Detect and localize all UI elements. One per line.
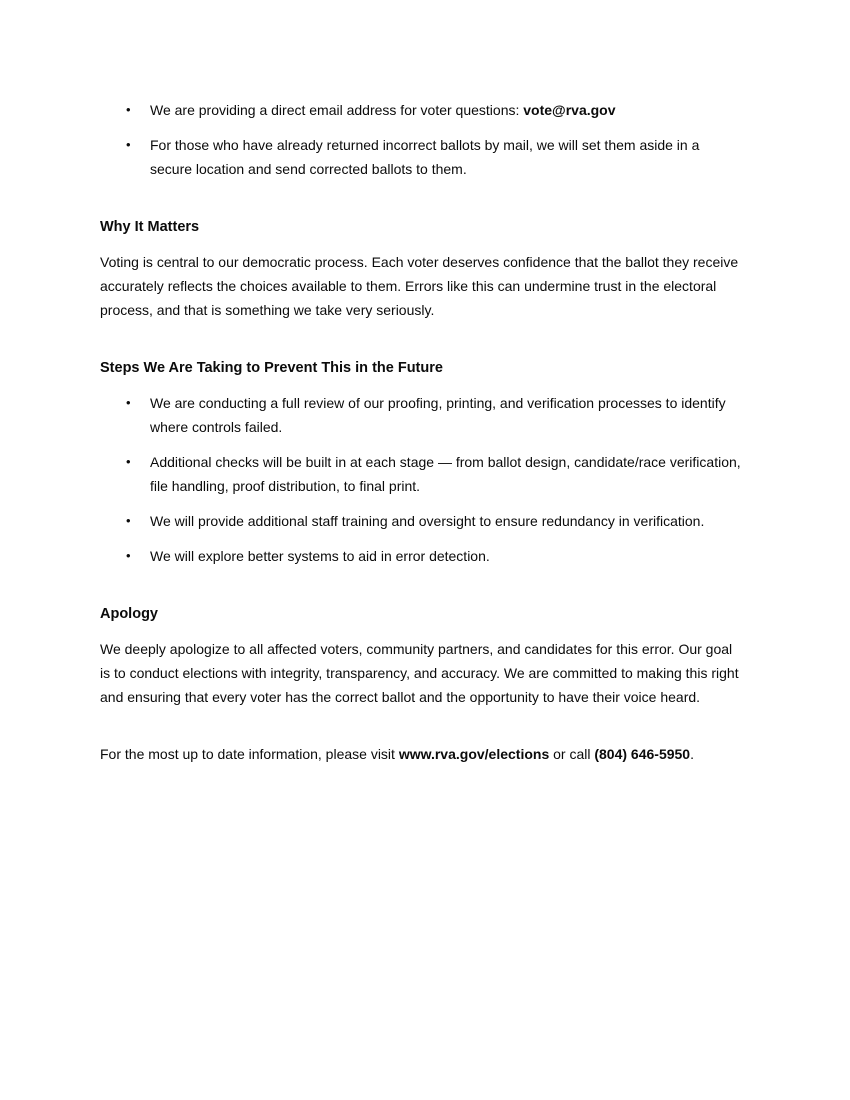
bullet-icon: •: [126, 137, 131, 152]
bullet-icon: •: [126, 454, 131, 469]
contact-info-text: or call: [549, 746, 595, 762]
bullet-icon: •: [126, 548, 131, 563]
bullet-text: We are conducting a full review of our proofing, printing, and verification processes to identify where controls failed.: [150, 395, 726, 435]
elections-url-text: www.rva.gov/elections: [398, 746, 550, 762]
prevention-bullet-list: [100, 391, 742, 568]
section-heading-why-it-matters: Why It Matters: [100, 219, 200, 235]
list-item: [100, 133, 742, 181]
list-item: [100, 544, 742, 568]
list-item: [100, 509, 742, 533]
bullet-text: We are providing a direct email address for voter questions:: [150, 102, 524, 118]
contact-info-line: [100, 742, 742, 766]
bullet-icon: •: [126, 395, 131, 410]
bullet-icon: •: [126, 513, 131, 528]
contact-info-text: .: [690, 746, 694, 762]
section-heading-prevention-steps: Steps We Are Taking to Prevent This in the Future: [100, 360, 443, 376]
list-item: [100, 98, 742, 122]
list-item: [100, 450, 742, 498]
bullet-text: We will explore better systems to aid in error detection.: [150, 548, 490, 564]
update-bullet-list: [100, 98, 742, 181]
document-content: [100, 98, 742, 766]
voter-email-text: vote@rva.gov: [523, 102, 616, 118]
section-heading-apology: Apology: [100, 606, 158, 622]
apology-paragraph: We deeply apologize to all affected voters, community partners, and candidates for this error. Our goal is to conduct elections with integrity, transparency, and accuracy. We are committed to making this right and ensuring that every voter has the correct ballot and the opportunity to have their voice heard.: [100, 641, 739, 705]
list-item: [100, 391, 742, 439]
bullet-text: We will provide additional staff training and oversight to ensure redundancy in verification.: [150, 513, 705, 529]
bullet-text: Additional checks will be built in at each stage — from ballot design, candidate/race verification, file handling, proof distribution, to final print.: [150, 454, 741, 494]
phone-number-text: (804) 646-5950: [594, 746, 691, 762]
bullet-icon: •: [126, 102, 131, 117]
bullet-text: For those who have already returned incorrect ballots by mail, we will set them aside in a secure location and send corrected ballots to them.: [150, 137, 700, 177]
why-it-matters-paragraph: Voting is central to our democratic process. Each voter deserves confidence that the ballot they receive accurately reflects the choices available to them. Errors like this can undermine trust in the electoral process, and that is something we take very seriously.: [100, 254, 739, 318]
contact-info-text: For the most up to date information, please visit: [100, 746, 399, 762]
